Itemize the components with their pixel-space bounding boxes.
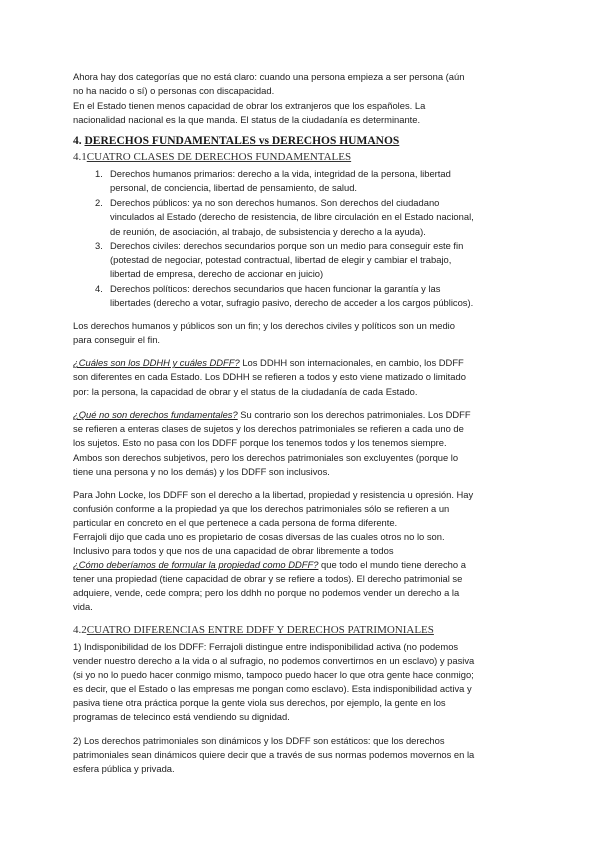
section-4-1-title: CUATRO CLASES DE DERECHOS FUNDAMENTALES	[86, 151, 352, 163]
paragraph-line: patrimoniales sean dinámicos quiere decir que a través de sus normas podemos movernos en la	[73, 749, 475, 760]
paragraph-line: confusión conforme a la propiedad ya que los derechos patrimoniales sólo se refieren a un	[73, 503, 450, 514]
paragraph-line: tener una propiedad (tiene capacidad de obrar y se refiere a todos). El derecho patrimonial se	[73, 573, 463, 584]
paragraph-line: vender nuestro derecho a la vida o al sufragio, no podemos convertirnos en un esclavo) y pasiva	[73, 655, 475, 666]
paragraph-line: por: la persona, la capacidad de obrar y el status de la ciudadanía de cada Estado.	[73, 386, 418, 397]
paragraph-line: los sujetos. Esto no pasa con los DDFF porque los tenemos todos y los tenemos siempre.	[73, 437, 447, 448]
list-item-number: 2.	[95, 197, 103, 208]
question-text: ¿Qué no son derechos fundamentales?	[73, 409, 238, 420]
paragraph-line: adquiere, vende, cede compra; pero los ddhh no porque no podemos vender un derecho a la	[73, 587, 460, 598]
list-item-number: 4.	[95, 283, 103, 294]
list-item-line: de reunión, de asociación, al trabajo, de subsistencia y derecho a la ayuda).	[110, 226, 426, 237]
question-text: ¿Cuáles son los DDHH y cuáles DDFF?	[73, 357, 240, 368]
paragraph-line: esfera pública y privada.	[73, 763, 175, 774]
section-4-heading	[73, 135, 399, 147]
list-item-line: Derechos políticos: derechos secundarios que hacen funcionar la garantía y las	[110, 283, 441, 294]
section-4-1-number: 4.1	[73, 151, 87, 163]
paragraph-line: es decir, que el Estado o las empresas me pongan como esclavo). Esta indisponibilidad activa y	[73, 683, 472, 694]
section-4-2-title: CUATRO DIFERENCIAS ENTRE DDFF Y DERECHOS PATRIMONIALES	[86, 624, 434, 636]
list-item-line: vinculados al Estado (derecho de resistencia, de libre circulación en el Estado nacional,	[110, 211, 474, 222]
section-4-2-heading	[73, 624, 434, 636]
question-text: ¿Cómo deberíamos de formular la propiedad como DDFF?	[73, 559, 319, 570]
intro-line-1: Ahora hay dos categorías que no está claro: cuando una persona empieza a ser persona (aún	[73, 71, 465, 82]
paragraph-text: Los DDHH son internacionales, en cambio, los DDFF	[239, 357, 464, 368]
paragraph-text: que todo el mundo tiene derecho a	[318, 559, 466, 570]
paragraph-line	[73, 408, 471, 423]
paragraph-line: tiene una persona y no los demás) y los DDFF son inclusivos.	[73, 466, 330, 477]
paragraph-line: programas de telecinco está vendiendo su dignidad.	[73, 711, 290, 722]
paragraph-line: Ferrajoli dijo que cada uno es propietario de cosas diversas de las cuales otros no lo son.	[73, 531, 445, 542]
paragraph-line: se refieren a enteras clases de sujetos y los derechos patrimoniales se refieren a cada uno de	[73, 423, 464, 434]
list-item-line: libertades (derecho a votar, sufragio pasivo, derecho de acceder a los cargos públicos).	[110, 297, 474, 308]
section-4-1-heading	[73, 151, 351, 163]
paragraph-line: Ambos son derechos subjetivos, pero los derechos patrimoniales son excluyentes (porque lo	[73, 452, 459, 463]
paragraph-line	[73, 356, 464, 371]
paragraph-line: 2) Los derechos patrimoniales son dinámicos y los DDFF son estáticos: que los derechos	[73, 735, 445, 746]
paragraph-line: Para John Locke, los DDFF son el derecho a la libertad, propiedad y resistencia u opresión. Hay	[73, 489, 474, 500]
list-item-line: libertad de empresa, derecho de accionar en juicio)	[110, 268, 324, 279]
intro-line-2: no ha nacido o sí) o personas con discapacidad.	[73, 85, 275, 96]
paragraph-line: particular en concreto en el que pertenece a cada persona de forma diferente.	[73, 517, 398, 528]
paragraph-line: Inclusivo para todos y que nos de una capacidad de obrar libremente a todos	[73, 545, 394, 556]
list-item-line: Derechos públicos: ya no son derechos humanos. Son derechos del ciudadano	[110, 197, 440, 208]
section-4-title: DERECHOS FUNDAMENTALES vs DERECHOS HUMANOS	[84, 135, 400, 147]
paragraph-line: 1) Indisponibilidad de los DDFF: Ferrajoli distingue entre indisponibilidad activa (no podemos	[73, 641, 459, 652]
list-item-line: Derechos civiles: derechos secundarios porque son un medio para conseguir este fin	[110, 240, 464, 251]
paragraph-line: para conseguir el fin.	[73, 334, 161, 345]
list-item-line: (potestad de negociar, potestad contractual, libertad de elegir y cambiar el trabajo,	[110, 254, 452, 265]
paragraph-line: son diferentes en cada Estado. Los DDHH se refieren a todos y esto viene matizado o limitado	[73, 371, 466, 382]
paragraph-line: vida.	[73, 601, 93, 612]
paragraph-line: Los derechos humanos y públicos son un fin; y los derechos civiles y políticos son un medio	[73, 320, 455, 331]
list-item-number: 3.	[95, 240, 103, 251]
paragraph-line	[73, 558, 466, 573]
intro-line-3: En el Estado tienen menos capacidad de obrar los extranjeros que los españoles. La	[73, 100, 426, 111]
paragraph-line: pasiva tiene otra práctica porque la gente viola sus derechos, por ejemplo, la gente en los	[73, 697, 446, 708]
list-item-line: personal, de conciencia, libertad de pensamiento, de salud.	[110, 182, 358, 193]
paragraph-line: (si yo no lo puedo hacer conmigo mismo, tampoco puedo hacer lo que otra gente hace conmigo;	[73, 669, 474, 680]
intro-line-4: nacionalidad nacional es la que manda. El status de la ciudadanía es determinante.	[73, 114, 421, 125]
section-4-2-number: 4.2	[73, 624, 87, 636]
list-item-number: 1.	[95, 168, 103, 179]
paragraph-text: Su contrario son los derechos patrimoniales. Los DDFF	[237, 409, 471, 420]
section-4-number: 4.	[73, 135, 82, 147]
list-item-line: Derechos humanos primarios: derecho a la vida, integridad de la persona, libertad	[110, 168, 451, 179]
